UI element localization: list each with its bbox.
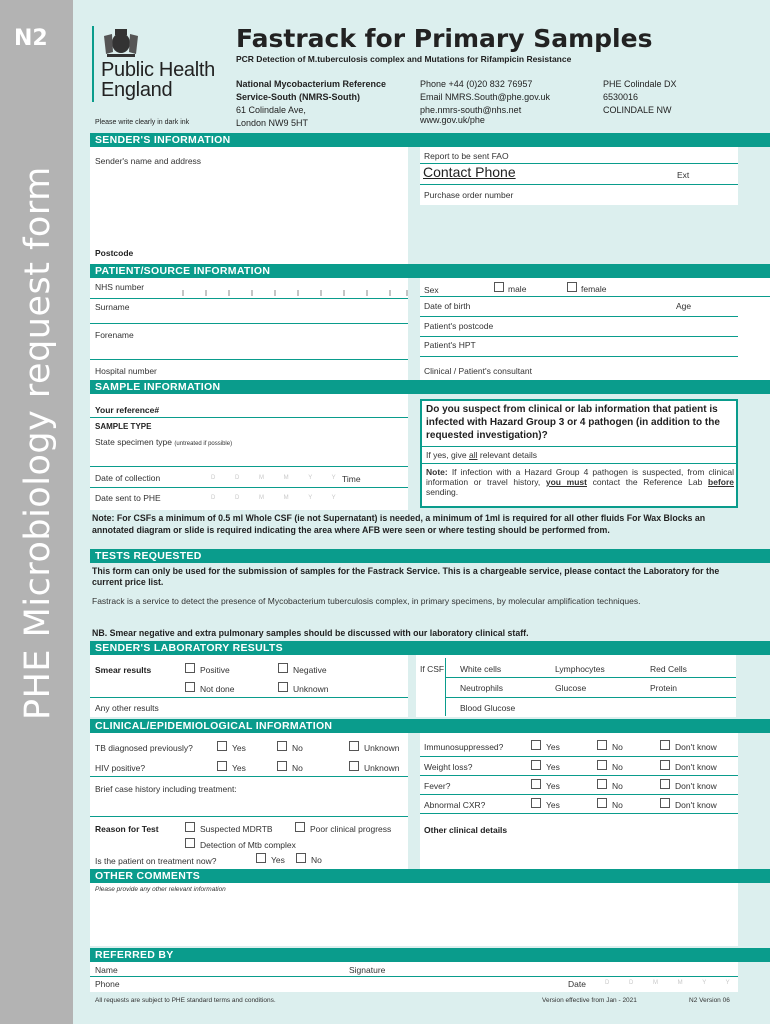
if-yes-text: If yes, give all relevant details <box>426 450 538 460</box>
fever-label: Fever? <box>424 781 451 791</box>
divider <box>446 677 736 678</box>
lab-contact: Phone +44 (0)20 832 76957 Email NMRS.South@phe.gov.uk phe.nmrs-south@nhs.net www.gov.uk/phe <box>420 79 551 125</box>
divider <box>446 697 736 698</box>
divider <box>90 697 408 698</box>
date-sent-label: Date sent to PHE <box>95 493 161 503</box>
lymphocytes-label: Lymphocytes <box>555 664 605 674</box>
neutrophils-label: Neutrophils <box>460 683 503 693</box>
divider <box>420 356 738 357</box>
form-title: Fastrack for Primary Samples <box>236 24 653 53</box>
form-subtitle: PCR Detection of M.tuberculosis complex and Mutations for Rifampicin Resistance <box>236 54 572 64</box>
lab-address: National Mycobacterium Reference Service-South (NMRS-South) 61 Colindale Ave, London NW9 5HT <box>236 79 387 128</box>
history-label: Brief case history including treatment: <box>95 784 237 794</box>
tb-no-label: No <box>292 743 303 753</box>
divider <box>422 463 736 464</box>
treatment-no-checkbox[interactable] <box>296 853 306 863</box>
reference-label: Your reference# <box>95 405 160 415</box>
referred-date-label: Date <box>568 979 586 989</box>
divider <box>420 336 738 337</box>
white-cells-label: White cells <box>460 664 502 674</box>
cxr-dontknow-label: Don't know <box>675 800 717 810</box>
tb-no-checkbox[interactable] <box>277 741 287 751</box>
weight-dontknow-checkbox[interactable] <box>660 760 670 770</box>
sample-type-label: SAMPLE TYPE <box>95 422 152 431</box>
reason-label: Reason for Test <box>95 824 159 834</box>
weight-no-checkbox[interactable] <box>597 760 607 770</box>
footer-terms: All requests are subject to PHE standard terms and conditions. <box>95 997 276 1004</box>
hazard-question: Do you suspect from clinical or lab information that patient is infected with Hazard Group 3 or 4 pathogen (in addition to the requested investigation)? <box>426 404 720 441</box>
surname-label: Surname <box>95 302 130 312</box>
hiv-unknown-label: Unknown <box>364 763 400 773</box>
age-label: Age <box>676 301 692 311</box>
referred-date-placeholder: D D M M Y Y <box>605 980 739 986</box>
unknown-label: Unknown <box>293 684 329 694</box>
negative-checkbox[interactable] <box>278 663 288 673</box>
lab-dx: PHE Colindale DX 6530016 COLINDALE NW <box>603 79 677 115</box>
weight-dontknow-label: Don't know <box>675 762 717 772</box>
divider <box>422 446 736 447</box>
crest-icon <box>101 26 141 58</box>
weight-no-label: No <box>612 762 623 772</box>
hpt-label: Patient's HPT <box>424 340 476 350</box>
tb-unknown-label: Unknown <box>364 743 400 753</box>
dark-ink-note: Please write clearly in dark ink <box>95 119 190 126</box>
hospital-label: Hospital number <box>95 366 157 376</box>
section-patient: PATIENT/SOURCE INFORMATION <box>90 264 770 278</box>
immuno-no-checkbox[interactable] <box>597 740 607 750</box>
forename-label: Forename <box>95 330 134 340</box>
logo-rule <box>92 26 94 102</box>
divider <box>420 813 738 814</box>
hiv-no-label: No <box>292 763 303 773</box>
tb-yes-checkbox[interactable] <box>217 741 227 751</box>
referrer-name-label: Name <box>95 965 118 975</box>
divider <box>420 296 770 297</box>
hiv-yes-checkbox[interactable] <box>217 761 227 771</box>
weight-yes-label: Yes <box>546 762 560 772</box>
specimen-label: State specimen type (untreated if possible) <box>95 437 233 447</box>
other-details-label: Other clinical details <box>424 825 508 835</box>
vertical-title: PHE Microbiology request form <box>18 166 58 720</box>
if-csf-label: If CSF <box>420 664 445 674</box>
hiv-no-checkbox[interactable] <box>277 761 287 771</box>
divider <box>90 323 408 324</box>
hazard-note: Note: If infection with a Hazard Group 4 pathogen is suspected, from clinical information or travel history, you must contact the Reference Lab before sending. <box>426 467 735 497</box>
negative-label: Negative <box>293 665 327 675</box>
section-sample: SAMPLE INFORMATION <box>90 380 770 394</box>
consultant-label: Clinical / Patient's consultant <box>424 366 532 376</box>
cxr-yes-checkbox[interactable] <box>531 798 541 808</box>
tb-unknown-checkbox[interactable] <box>349 741 359 751</box>
fever-dontknow-checkbox[interactable] <box>660 779 670 789</box>
divider <box>90 466 408 467</box>
divider <box>90 298 408 299</box>
cxr-dontknow-checkbox[interactable] <box>660 798 670 808</box>
female-label: female <box>581 284 607 294</box>
positive-label: Positive <box>200 665 230 675</box>
protein-label: Protein <box>650 683 677 693</box>
fever-dontknow-label: Don't know <box>675 781 717 791</box>
divider <box>90 359 408 360</box>
poor-progress-checkbox[interactable] <box>295 822 305 832</box>
glucose-label: Glucose <box>555 683 587 693</box>
divider <box>90 417 408 418</box>
logo-wordmark: Public Health England <box>101 59 215 101</box>
treatment-no-label: No <box>311 855 322 865</box>
section-tests: TESTS REQUESTED <box>90 549 770 563</box>
positive-checkbox[interactable] <box>185 663 195 673</box>
signature-label: Signature <box>349 965 386 975</box>
not-done-label: Not done <box>200 684 235 694</box>
report-fao-label: Report to be sent FAO <box>424 151 509 161</box>
immuno-dontknow-checkbox[interactable] <box>660 740 670 750</box>
divider <box>90 816 408 817</box>
sex-label: Sex <box>424 285 439 295</box>
male-label: male <box>508 284 527 294</box>
comments-hint: Please provide any other relevant information <box>95 886 226 893</box>
section-clinical: CLINICAL/EPIDEMIOLOGICAL INFORMATION <box>90 719 770 733</box>
sidebar <box>0 0 73 1024</box>
tb-label: TB diagnosed previously? <box>95 743 193 753</box>
form-code: N2 <box>14 26 48 51</box>
divider <box>420 184 738 185</box>
fever-no-checkbox[interactable] <box>597 779 607 789</box>
divider <box>420 775 738 776</box>
female-checkbox[interactable] <box>567 282 577 292</box>
ext-label: Ext <box>677 170 690 180</box>
form-page <box>73 0 770 1024</box>
section-lab: SENDER'S LABORATORY RESULTS <box>90 641 770 655</box>
tests-paragraph-3: NB. Smear negative and extra pulmonary samples should be discussed with our laboratory clinical staff. <box>92 628 529 638</box>
fever-yes-label: Yes <box>546 781 560 791</box>
collection-label: Date of collection <box>95 473 161 483</box>
nhs-label: NHS number <box>95 282 145 292</box>
sender-name-label: Sender's name and address <box>95 156 202 166</box>
divider <box>420 316 738 317</box>
hiv-label: HIV positive? <box>95 763 146 773</box>
treatment-yes-label: Yes <box>271 855 285 865</box>
cxr-no-label: No <box>612 800 623 810</box>
not-done-checkbox[interactable] <box>185 682 195 692</box>
male-checkbox[interactable] <box>494 282 504 292</box>
postcode-label: Postcode <box>95 248 134 258</box>
referrer-phone-label: Phone <box>95 979 120 989</box>
hiv-unknown-checkbox[interactable] <box>349 761 359 771</box>
footer-code: N2 Version 06 <box>689 997 730 1004</box>
cxr-no-checkbox[interactable] <box>597 798 607 808</box>
csf-divider <box>445 658 446 716</box>
weight-yes-checkbox[interactable] <box>531 760 541 770</box>
immuno-yes-checkbox[interactable] <box>531 740 541 750</box>
immuno-yes-label: Yes <box>546 742 560 752</box>
dob-label: Date of birth <box>424 301 471 311</box>
blood-glucose-label: Blood Glucose <box>460 703 516 713</box>
tests-paragraph-1: This form can only be used for the submission of samples for the Fastrack Service. This is a chargeable service, please contact the Laboratory for the current price list. <box>92 566 720 587</box>
detection-label: Detection of Mtb complex <box>200 840 296 850</box>
divider <box>90 776 408 777</box>
tests-paragraph-2: Fastrack is a service to detect the presence of Mycobacterium tuberculosis complex, in primary specimens, by molecular amplification techniques. <box>92 596 641 606</box>
time-label: Time <box>342 474 361 484</box>
divider <box>90 487 408 488</box>
treatment-yes-checkbox[interactable] <box>256 853 266 863</box>
fever-no-label: No <box>612 781 623 791</box>
weight-label: Weight loss? <box>424 762 473 772</box>
divider <box>420 756 738 757</box>
section-sender: SENDER'S INFORMATION <box>90 133 770 147</box>
fever-yes-checkbox[interactable] <box>531 779 541 789</box>
contact-phone-label: Contact Phone <box>423 164 516 180</box>
footer-version: Version effective from Jan - 2021 <box>542 997 637 1004</box>
on-treatment-label: Is the patient on treatment now? <box>95 856 217 866</box>
other-results-label: Any other results <box>95 703 159 713</box>
patient-postcode-label: Patient's postcode <box>424 321 494 331</box>
immuno-label: Immunosuppressed? <box>424 742 504 752</box>
immuno-dontknow-label: Don't know <box>675 742 717 752</box>
tb-yes-label: Yes <box>232 743 246 753</box>
po-label: Purchase order number <box>424 190 514 200</box>
smear-label: Smear results <box>95 665 152 675</box>
hiv-yes-label: Yes <box>232 763 246 773</box>
nhs-number-ticks[interactable] <box>173 290 408 296</box>
divider <box>90 976 738 977</box>
mdrtb-checkbox[interactable] <box>185 822 195 832</box>
detection-checkbox[interactable] <box>185 838 195 848</box>
csf-note: Note: For CSFs a minimum of 0.5 ml Whole CSF (ie not Supernatant) is needed, a minimum of 1ml is required for all other fluids For Wax Blocks an annotated diagram or slide is required indicating the area where AFB were seen or where testing should be performed from. <box>92 513 706 535</box>
cxr-label: Abnormal CXR? <box>424 800 486 810</box>
section-comments: OTHER COMMENTS <box>90 869 770 883</box>
immuno-no-label: No <box>612 742 623 752</box>
sent-date-placeholder: D D M M Y Y <box>211 495 345 501</box>
mdrtb-label: Suspected MDRTB <box>200 824 273 834</box>
referred-box[interactable] <box>90 962 738 992</box>
poor-progress-label: Poor clinical progress <box>310 824 392 834</box>
cxr-yes-label: Yes <box>546 800 560 810</box>
section-referred: REFERRED BY <box>90 948 770 962</box>
red-cells-label: Red Cells <box>650 664 687 674</box>
divider <box>420 794 738 795</box>
unknown-checkbox[interactable] <box>278 682 288 692</box>
collection-date-placeholder: D D M M Y Y <box>211 475 345 481</box>
